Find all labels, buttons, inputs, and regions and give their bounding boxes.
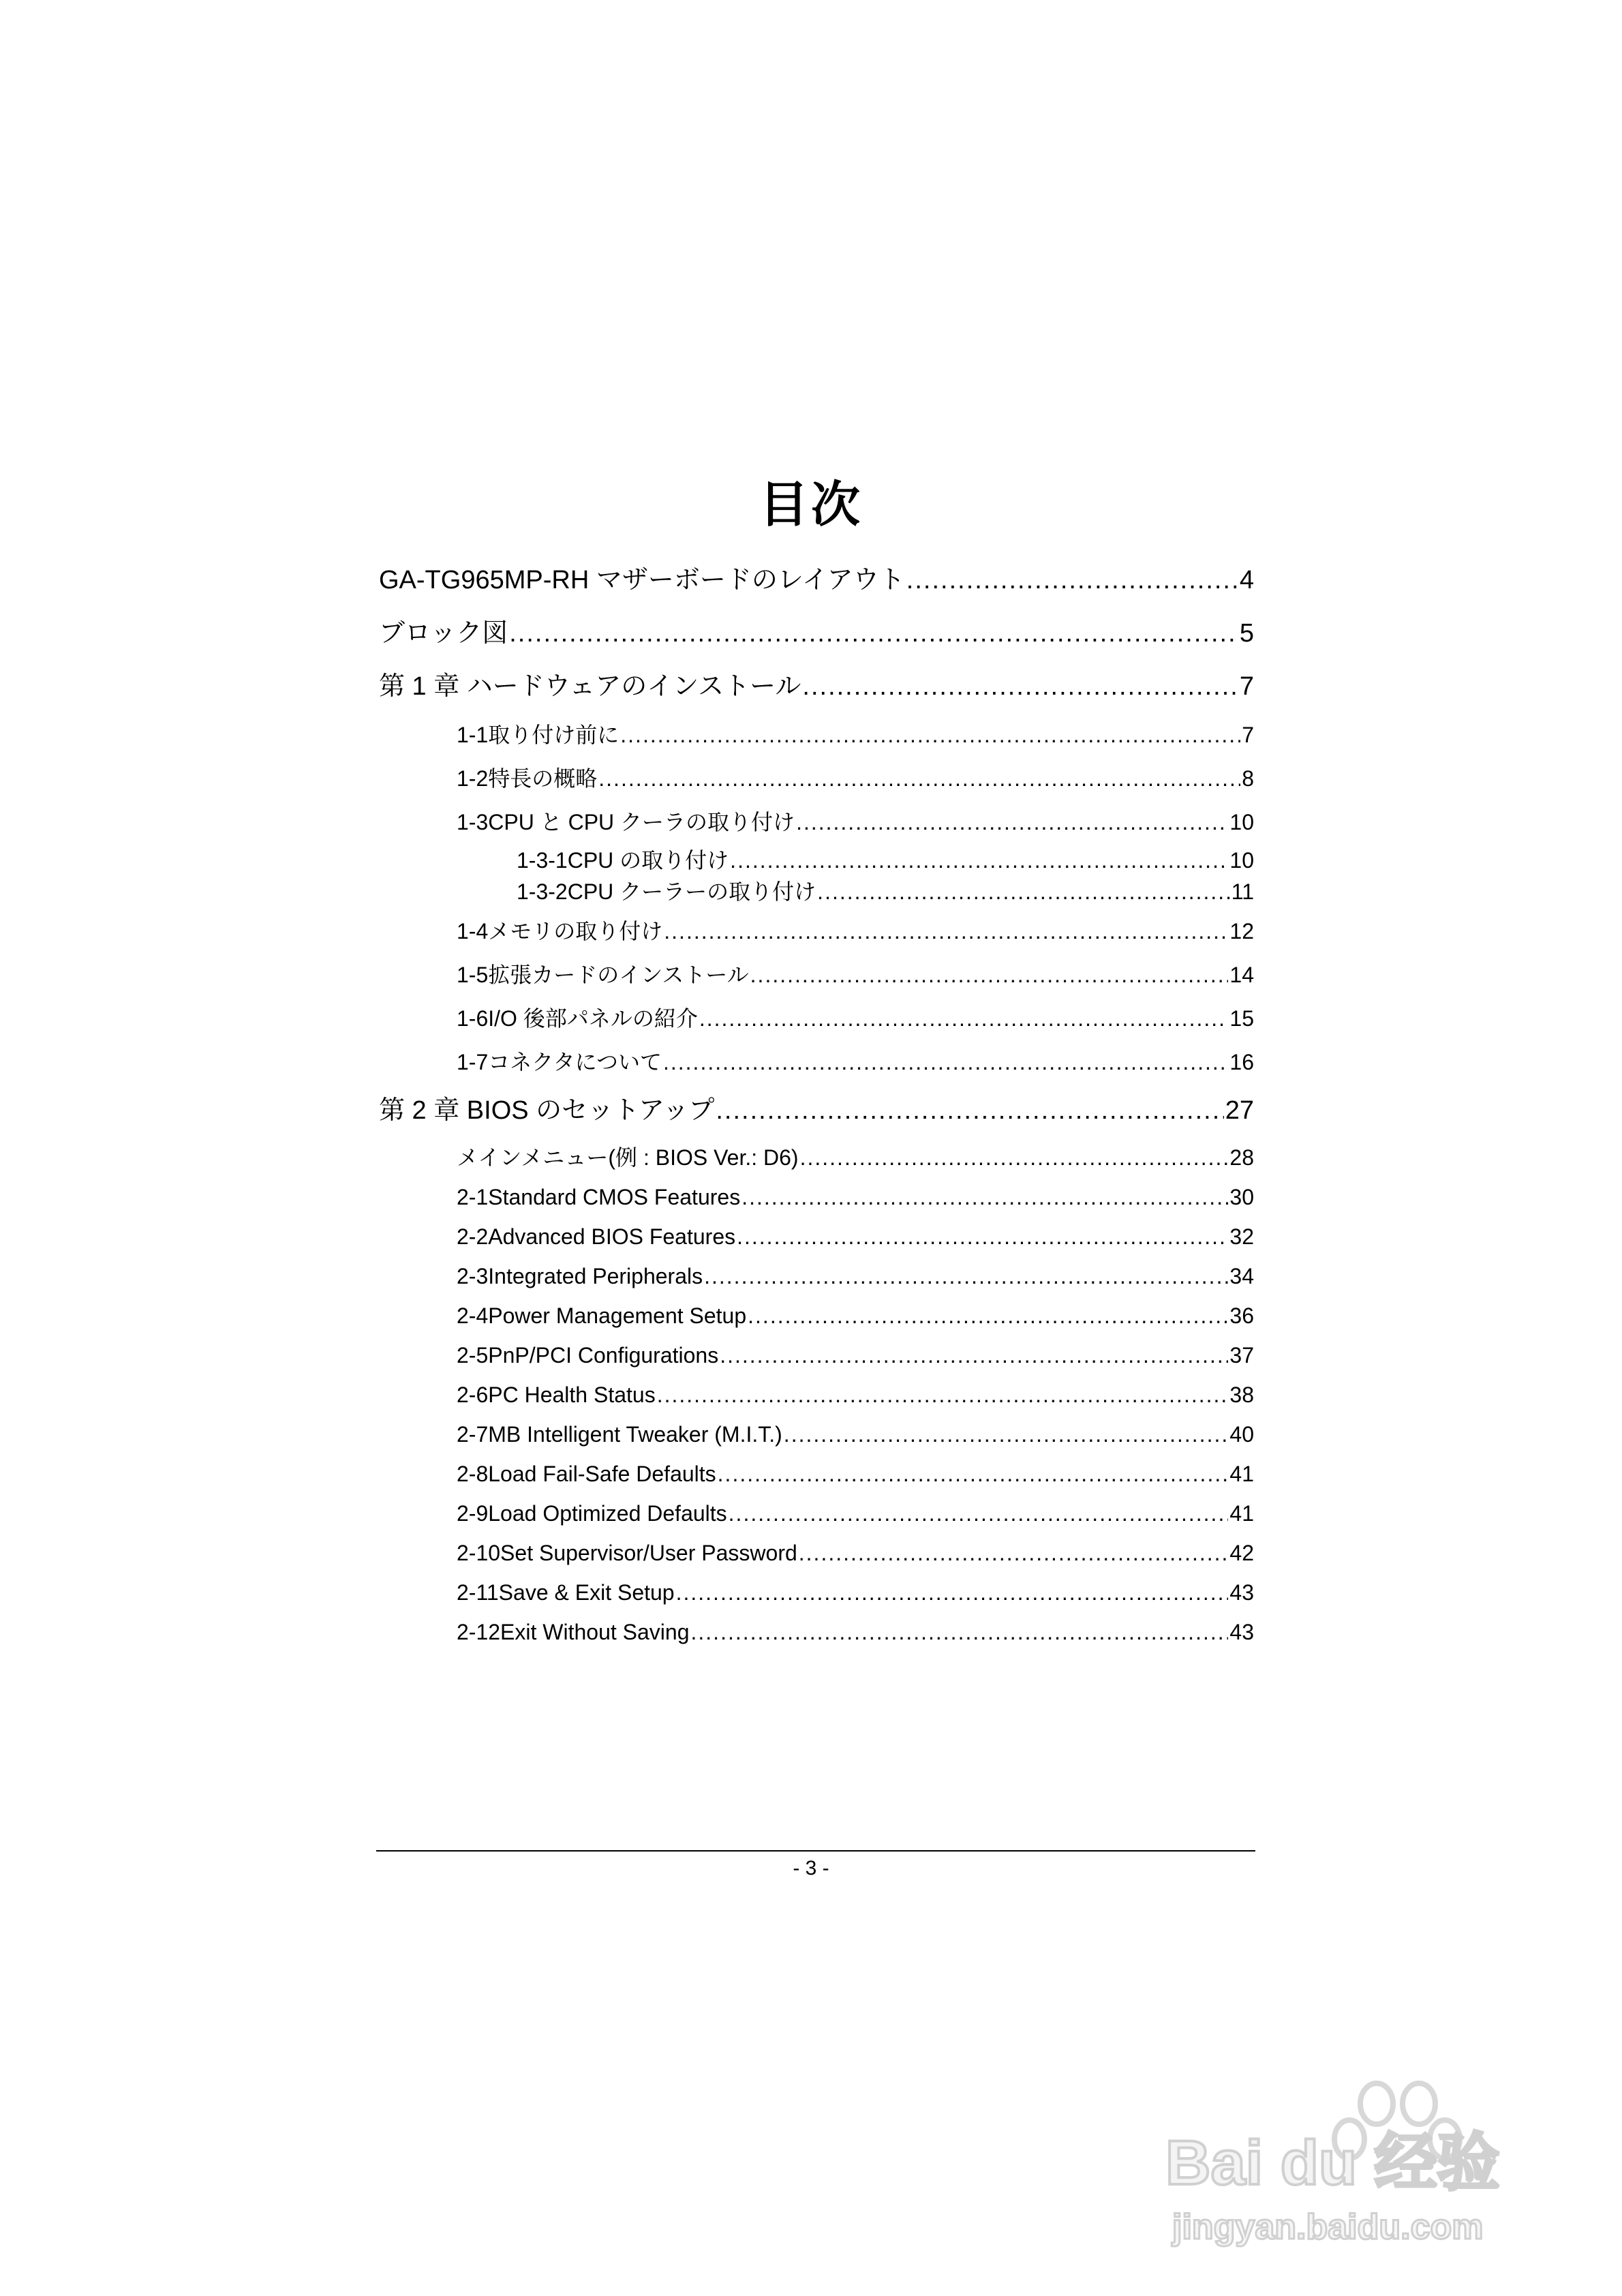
page-title: 目次 xyxy=(759,476,863,533)
toc-entry-2-6[interactable] xyxy=(457,1384,1254,1406)
toc-entry-label: CPU クーラーの取り付け xyxy=(567,879,816,904)
toc-entry-label: Power Management Setup xyxy=(488,1303,747,1328)
dot-leader xyxy=(906,567,1238,593)
toc-entry-number: 1-2 xyxy=(457,766,489,791)
toc-entry-page: 4 xyxy=(1239,566,1254,594)
toc-entry-page: 7 xyxy=(1242,723,1254,747)
toc-entry-label: Exit Without Saving xyxy=(500,1620,690,1644)
toc-entry-number: 2-2 xyxy=(457,1224,489,1249)
toc-entry-page: 10 xyxy=(1229,848,1254,873)
toc-entry-number: 1-5 xyxy=(457,963,489,987)
dot-leader xyxy=(716,1098,1223,1123)
dot-leader xyxy=(817,881,1230,903)
dot-leader xyxy=(796,811,1228,833)
toc-entry-number: 2-6 xyxy=(457,1383,489,1407)
toc-entry-page: 11 xyxy=(1231,879,1254,904)
toc-entry-label: CPU の取り付け xyxy=(567,848,729,873)
toc-entry-layout[interactable] xyxy=(379,567,1254,593)
toc-entry-label: Load Optimized Defaults xyxy=(488,1501,727,1526)
toc-entry-number: 2-11 xyxy=(457,1580,499,1605)
toc-entry-page: 41 xyxy=(1229,1501,1254,1526)
toc-entry-1-2[interactable] xyxy=(457,768,1254,789)
toc-entry-1-6[interactable] xyxy=(457,1008,1254,1029)
toc-entry-label: PnP/PCI Configurations xyxy=(488,1343,719,1368)
toc-entry-label: Standard CMOS Features xyxy=(488,1185,741,1209)
footer-divider xyxy=(376,1850,1255,1852)
dot-leader xyxy=(748,1305,1228,1327)
toc-entry-2-8[interactable] xyxy=(457,1463,1254,1485)
toc-entry-page: 41 xyxy=(1229,1462,1254,1486)
toc-entry-number: 1-3 xyxy=(457,810,489,834)
dot-leader xyxy=(663,1051,1228,1073)
toc-entry-page: 10 xyxy=(1229,810,1254,834)
toc-entry-number: 2-8 xyxy=(457,1462,489,1486)
page-number: - 3 - xyxy=(793,1857,829,1879)
toc-entry-label: メインメニュー(例 : BIOS Ver.: D6) xyxy=(457,1145,799,1170)
toc-entry-label: 第 1 章 ハードウェアのインストール xyxy=(379,672,801,701)
toc-entry-number: 2-12 xyxy=(457,1620,501,1644)
toc-entry-block-diagram[interactable] xyxy=(379,620,1254,646)
toc-entry-chapter-2[interactable] xyxy=(379,1098,1254,1123)
dot-leader xyxy=(729,1502,1229,1524)
toc-entry-page: 30 xyxy=(1229,1185,1254,1209)
toc-entry-label: ブロック図 xyxy=(379,619,508,648)
dot-leader xyxy=(718,1463,1229,1485)
toc-entry-label: I/O 後部パネルの紹介 xyxy=(488,1006,698,1031)
dot-leader xyxy=(750,964,1229,986)
toc-entry-number: 2-5 xyxy=(457,1343,489,1368)
toc-entry-chapter-1[interactable] xyxy=(379,674,1254,699)
dot-leader xyxy=(620,724,1240,746)
toc-entry-label: Save & Exit Setup xyxy=(498,1580,675,1605)
watermark-url: jingyan.baidu.com xyxy=(1172,2207,1484,2247)
toc-entry-label: メモリの取り付け xyxy=(488,919,663,943)
dot-leader xyxy=(676,1582,1229,1603)
toc-entry-1-7[interactable] xyxy=(457,1051,1254,1073)
dot-leader xyxy=(691,1621,1229,1643)
toc-entry-2-5[interactable] xyxy=(457,1344,1254,1366)
toc-entry-label: 第 2 章 BIOS のセットアップ xyxy=(379,1096,715,1125)
toc-entry-page: 40 xyxy=(1229,1422,1254,1447)
toc-entry-label: 特長の概略 xyxy=(488,766,598,791)
watermark-brand: Bai du 经验 xyxy=(1165,2128,1500,2198)
dot-leader xyxy=(784,1423,1229,1445)
toc-entry-page: 14 xyxy=(1229,963,1254,987)
toc-entry-number: 1-3-2 xyxy=(517,879,568,904)
toc-entry-2-12[interactable] xyxy=(457,1621,1254,1643)
toc-entry-page: 42 xyxy=(1229,1541,1254,1565)
toc-entry-label: MB Intelligent Tweaker (M.I.T.) xyxy=(488,1422,782,1447)
toc-entry-page: 36 xyxy=(1229,1303,1254,1328)
toc-entry-page: 8 xyxy=(1242,766,1254,791)
toc-entry-label: 取り付け前に xyxy=(488,723,619,747)
toc-entry-label: GA-TG965MP-RH マザーボードのレイアウト xyxy=(379,566,905,594)
toc-entry-label: Integrated Peripherals xyxy=(488,1264,703,1288)
toc-entry-label: 拡張カードのインストール xyxy=(488,963,749,987)
toc-entry-2-7[interactable] xyxy=(457,1423,1254,1445)
dot-leader xyxy=(800,1147,1229,1168)
toc-entry-label: コネクタについて xyxy=(488,1050,662,1074)
toc-entry-1-3-2[interactable] xyxy=(517,881,1254,903)
toc-entry-2-1[interactable] xyxy=(457,1186,1254,1208)
toc-entry-1-1[interactable] xyxy=(457,724,1254,746)
dot-leader xyxy=(730,849,1228,871)
dot-leader xyxy=(720,1344,1228,1366)
toc-entry-number: 1-6 xyxy=(457,1006,489,1031)
dot-leader xyxy=(704,1265,1228,1287)
toc-entry-page: 5 xyxy=(1239,619,1254,648)
toc-entry-number: 2-7 xyxy=(457,1422,489,1447)
toc-entry-page: 15 xyxy=(1229,1006,1254,1031)
toc-entry-number: 2-4 xyxy=(457,1303,489,1328)
toc-entry-1-3-1[interactable] xyxy=(517,849,1254,871)
toc-entry-number: 1-1 xyxy=(457,723,489,747)
toc-entry-page: 12 xyxy=(1229,919,1254,943)
toc-entry-number: 2-9 xyxy=(457,1501,489,1526)
toc-entry-main-menu[interactable] xyxy=(457,1147,1254,1168)
dot-leader xyxy=(802,674,1238,699)
toc-entry-page: 34 xyxy=(1229,1264,1254,1288)
toc-entry-2-10[interactable] xyxy=(457,1542,1254,1564)
toc-entry-2-2[interactable] xyxy=(457,1226,1254,1248)
toc-entry-number: 1-7 xyxy=(457,1050,489,1074)
baidu-jingyan-watermark xyxy=(1152,2076,1533,2254)
toc-entry-number: 1-4 xyxy=(457,919,489,943)
toc-entry-number: 2-3 xyxy=(457,1264,489,1288)
toc-entry-label: Set Supervisor/User Password xyxy=(500,1541,797,1565)
toc-entry-number: 1-3-1 xyxy=(517,848,568,873)
toc-entry-page: 38 xyxy=(1229,1383,1254,1407)
toc-entry-page: 32 xyxy=(1229,1224,1254,1249)
toc-entry-page: 37 xyxy=(1229,1343,1254,1368)
dot-leader xyxy=(657,1384,1229,1406)
toc-entry-1-4[interactable] xyxy=(457,920,1254,942)
toc-entry-2-4[interactable] xyxy=(457,1305,1254,1327)
toc-entry-2-11[interactable] xyxy=(457,1582,1254,1603)
dot-leader xyxy=(799,1542,1229,1564)
dot-leader xyxy=(664,920,1228,942)
dot-leader xyxy=(509,620,1238,646)
toc-entry-page: 7 xyxy=(1239,672,1254,701)
toc-entry-1-5[interactable] xyxy=(457,964,1254,986)
toc-entry-2-3[interactable] xyxy=(457,1265,1254,1287)
toc-entry-2-9[interactable] xyxy=(457,1502,1254,1524)
dot-leader xyxy=(598,768,1240,789)
dot-leader xyxy=(741,1186,1228,1208)
toc-entry-page: 16 xyxy=(1229,1050,1254,1074)
toc-entry-label: CPU と CPU クーラの取り付け xyxy=(488,810,795,834)
toc-entry-1-3[interactable] xyxy=(457,811,1254,833)
toc-entry-label: Load Fail-Safe Defaults xyxy=(488,1462,716,1486)
toc-entry-label: PC Health Status xyxy=(488,1383,656,1407)
toc-entry-page: 27 xyxy=(1225,1096,1254,1125)
dot-leader xyxy=(699,1008,1229,1029)
toc-entry-page: 28 xyxy=(1229,1145,1254,1170)
toc-entry-number: 2-1 xyxy=(457,1185,489,1209)
toc-entry-label: Advanced BIOS Features xyxy=(488,1224,736,1249)
toc-entry-page: 43 xyxy=(1229,1620,1254,1644)
toc-entry-page: 43 xyxy=(1229,1580,1254,1605)
toc-entry-number: 2-10 xyxy=(457,1541,501,1565)
dot-leader xyxy=(737,1226,1228,1248)
